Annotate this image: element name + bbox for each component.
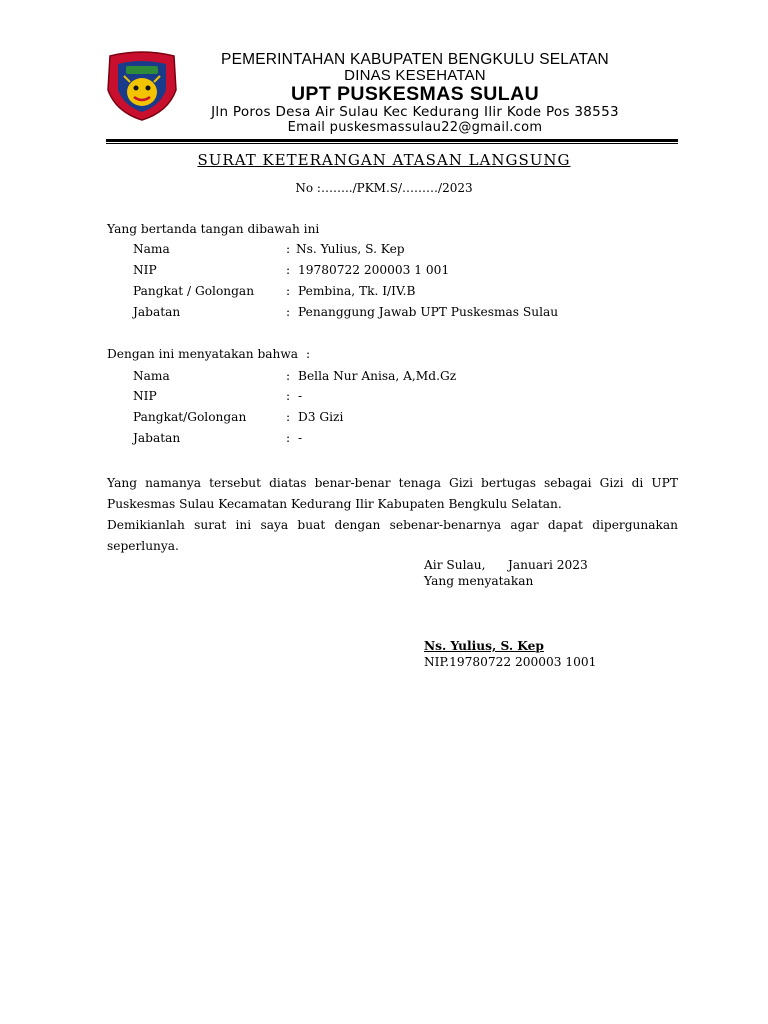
subject-field-label: Nama [133,369,170,383]
body-line: Puskesmas Sulau Kecamatan Kedurang Ilir Kabupaten Bengkulu Selatan. [107,497,562,511]
body-line: Demikianlah surat ini saya buat dengan sebenar-benarnya agar dapat dipergunakan [107,518,678,532]
signer-field-label: Pangkat / Golongan [133,284,255,298]
statement-colon: : [306,347,311,361]
signature-name: Ns. Yulius, S. Kep [424,639,544,653]
document-title: SURAT KETERANGAN ATASAN LANGSUNG [197,151,571,169]
signature-date: Januari 2023 [508,558,588,572]
signer-field-colon: : [286,242,291,256]
signer-field-colon: : [286,284,291,298]
subject-nip-value: - [298,389,303,403]
signer-field-label: Jabatan [133,305,181,319]
signer-name-value: Ns. Yulius, S. Kep [296,242,405,256]
body-line: Yang namanya tersebut diatas benar-benar tenaga Gizi bertugas sebagai Gizi di UPT [107,476,678,490]
signer-nip-value: 19780722 200003 1 001 [298,263,450,277]
signer-rank-value: Pembina, Tk. I/IV.B [298,284,416,298]
subject-rank-value: D3 Gizi [298,410,344,424]
signature-nip: NIP.19780722 200003 1001 [424,655,597,669]
letterhead-government: PEMERINTAHAN KABUPATEN BENGKULU SELATAN [221,51,609,68]
signer-field-label: NIP [133,263,157,277]
subject-field-label: Jabatan [133,431,181,445]
letterhead-address: Jln Poros Desa Air Sulau Kec Kedurang Ilir Kode Pos 38553 [211,104,619,120]
signer-field-label: Nama [133,242,170,256]
subject-field-label: NIP [133,389,157,403]
signature-place: Air Sulau, [424,558,486,572]
body-line: seperlunya. [107,539,179,553]
subject-position-value: - [298,431,303,445]
letterhead-email: Email puskesmassulau22@gmail.com [287,120,543,135]
intro-text: Yang bertanda tangan dibawah ini [107,222,320,236]
subject-field-colon: : [286,369,291,383]
regency-crest-icon [104,50,180,122]
subject-field-label: Pangkat/Golongan [133,410,247,424]
document-number: No :……../PKM.S/………/2023 [295,181,473,195]
subject-name-value: Bella Nur Anisa, A,Md.Gz [298,369,457,383]
subject-field-colon: : [286,431,291,445]
signer-position-value: Penanggung Jawab UPT Puskesmas Sulau [298,305,559,319]
letterhead-rule-thin [106,143,678,144]
signature-role: Yang menyatakan [424,574,534,588]
letterhead-agency: DINAS KESEHATAN [344,67,486,84]
subject-field-colon: : [286,410,291,424]
signer-field-colon: : [286,263,291,277]
subject-field-colon: : [286,389,291,403]
letterhead-rule-thick [106,139,678,142]
letterhead-institution: UPT PUSKESMAS SULAU [290,83,540,105]
statement-text: Dengan ini menyatakan bahwa [107,347,299,361]
signer-field-colon: : [286,305,291,319]
